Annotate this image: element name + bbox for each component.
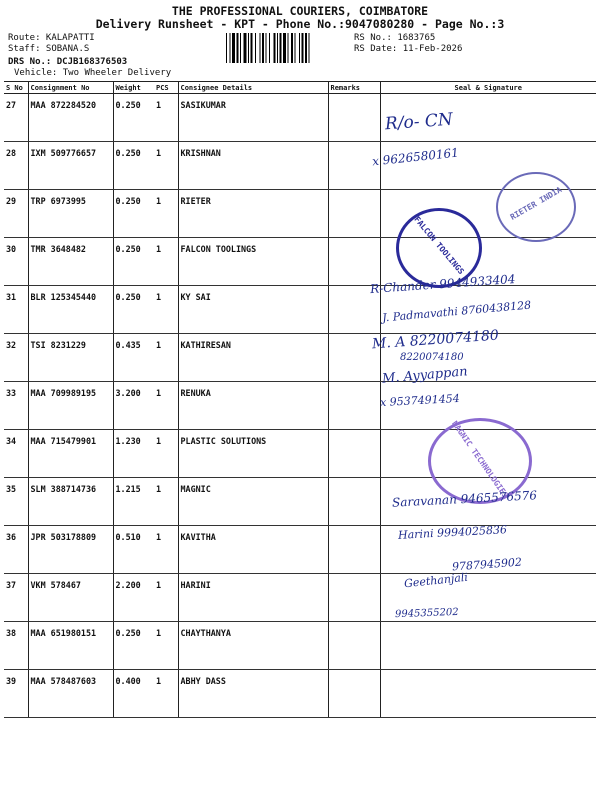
table-row [4,94,596,142]
barcode-bar [277,33,278,63]
rs-date: RS Date: 11-Feb-2026 [354,44,463,54]
col-weight: Weight [113,82,154,94]
consignee-name: SASIKUMAR [178,94,328,142]
runsheet-subtitle: Delivery Runsheet - KPT - Phone No.:9047080280 - Page No.:3 [95,17,505,31]
barcode-bar [266,33,267,63]
pcs-value: 1 [154,526,178,574]
sig-31: R-Chander 9944933404 [369,271,516,297]
barcode-bar [262,33,264,63]
barcode-bar [248,33,249,63]
pcs-value: 1 [154,94,178,142]
col-seal-signature: Seal & Signature [380,82,596,94]
serial-number: 38 [4,622,28,670]
barcode-bar [255,33,256,63]
barcode-bar [232,33,235,63]
pcs-value: 1 [154,478,178,526]
table-row [4,670,596,718]
barcode-bar [309,33,310,63]
remarks-cell [328,94,380,142]
barcode-bar [251,33,253,63]
serial-number: 33 [4,382,28,430]
serial-number: 28 [4,142,28,190]
consignee-name: CHAYTHANYA [178,622,328,670]
pcs-value: 1 [154,574,178,622]
consignment-number: IXM 509776657 [28,142,113,190]
pcs-value: 1 [154,430,178,478]
serial-number: 27 [4,94,28,142]
col-consignment: Consignment No [28,82,113,94]
route-label: Route: KALAPATTI [8,33,95,43]
remarks-cell [328,382,380,430]
remarks-cell [328,238,380,286]
serial-number: 37 [4,574,28,622]
serial-number: 31 [4,286,28,334]
consignee-name: PLASTIC SOLUTIONS [178,430,328,478]
weight-value: 1.230 [113,430,154,478]
consignee-name: HARINI [178,574,328,622]
col-consignee: Consignee Details [178,82,328,94]
col-sno: S No [4,82,28,94]
barcode-bar [269,33,270,63]
consignment-number: MAA 578487603 [28,670,113,718]
sig-33b: M. Ayyappan [381,364,469,387]
consignee-name: KRISHNAN [178,142,328,190]
sig-32a: J. Padmavathi 8760438128 [381,298,532,325]
consignment-number: VKM 578467 [28,574,113,622]
seal-signature-cell [380,670,596,718]
barcode-bar [280,33,282,63]
sig-39: 9945355202 [394,606,459,621]
sig-28: x 9626580161 [371,145,460,169]
pcs-value: 1 [154,670,178,718]
weight-value: 0.435 [113,334,154,382]
table-row [4,574,596,622]
barcode-bar [260,33,261,63]
sig-36: Saravanan 9465576576 [391,488,538,510]
stamp-falcon-text: FALCON TOOLINGS [412,214,466,277]
consignment-number: JPR 503178809 [28,526,113,574]
consignee-name: ABHY DASS [178,670,328,718]
consignee-name: KY SAI [178,286,328,334]
weight-value: 0.250 [113,286,154,334]
weight-value: 2.200 [113,574,154,622]
remarks-cell [328,190,380,238]
remarks-cell [328,478,380,526]
serial-number: 36 [4,526,28,574]
table-row [4,622,596,670]
sig-27: R/o- CN [384,109,454,135]
pcs-value: 1 [154,142,178,190]
remarks-cell [328,622,380,670]
consignment-number: MAA 709989195 [28,382,113,430]
col-pcs: PCS [154,82,178,94]
barcode-bar [305,33,307,63]
company-title: THE PROFESSIONAL COURIERS, COIMBATORE [171,4,429,18]
pcs-value: 1 [154,190,178,238]
remarks-cell [328,670,380,718]
sig-37: Harini 9994025836 [397,523,508,542]
consignment-number: TRP 6973995 [28,190,113,238]
rs-number: RS No.: 1683765 [354,33,436,43]
stamp-magnic-text: MAGNIC TECHNOLOGIES [450,419,510,500]
consignee-name: RENUKA [178,382,328,430]
table-row [4,382,596,430]
barcode-bar [288,33,289,63]
barcode-bar [237,33,239,63]
consignee-name: MAGNIC [178,478,328,526]
barcode-bar [244,33,247,63]
consignment-number: TSI 8231229 [28,334,113,382]
sig-38: 9787945902 [451,555,523,574]
serial-number: 35 [4,478,28,526]
staff-label: Staff: SOBANA.S [8,44,90,54]
weight-value: 0.250 [113,622,154,670]
weight-value: 0.510 [113,526,154,574]
weight-value: 1.215 [113,478,154,526]
pcs-value: 1 [154,238,178,286]
vehicle-label: Vehicle: Two Wheeler Delivery [14,68,172,78]
drs-number: DRS No.: DCJB168376503 [8,57,128,67]
weight-value: 0.400 [113,670,154,718]
pcs-value: 1 [154,286,178,334]
col-remarks: Remarks [328,82,380,94]
weight-value: 0.250 [113,238,154,286]
weight-value: 0.250 [113,142,154,190]
serial-number: 30 [4,238,28,286]
barcode-bar [226,33,227,63]
serial-number: 29 [4,190,28,238]
consignment-number: TMR 3648482 [28,238,113,286]
consignee-name: FALCON TOOLINGS [178,238,328,286]
consignee-name: KATHIRESAN [178,334,328,382]
barcode-bar [283,33,286,63]
consignee-name: RIETER [178,190,328,238]
consignment-number: MAA 872284520 [28,94,113,142]
pcs-value: 1 [154,382,178,430]
consignee-name: KAVITHA [178,526,328,574]
sig-33a: 8220074180 [400,352,464,363]
consignment-number: SLM 388714736 [28,478,113,526]
pcs-value: 1 [154,622,178,670]
sig-38b: Geethanjali [403,570,469,591]
barcode-bar [291,33,293,63]
table-row [4,334,596,382]
barcode-bar [302,33,304,63]
weight-value: 0.250 [113,190,154,238]
consignment-number: BLR 125345440 [28,286,113,334]
serial-number: 34 [4,430,28,478]
remarks-cell [328,430,380,478]
barcode-bar [240,33,241,63]
sig-32b: M. A 8220074180 [371,327,500,353]
barcode-bar [274,33,276,63]
table-header-row [4,82,596,94]
stamp-rieter [496,172,576,242]
remarks-cell [328,526,380,574]
pcs-value: 1 [154,334,178,382]
stamp-rieter-text: RIETER INDIA [508,185,564,222]
seal-signature-cell [380,622,596,670]
barcode-bar [299,33,300,63]
consignment-number: MAA 715479901 [28,430,113,478]
remarks-cell [328,574,380,622]
consignment-number: MAA 651980151 [28,622,113,670]
serial-number: 32 [4,334,28,382]
weight-value: 3.200 [113,382,154,430]
serial-number: 39 [4,670,28,718]
barcode-bar [230,33,231,63]
barcode-image [226,33,346,63]
runsheet-table [4,81,596,718]
sig-34: x 9537491454 [379,391,460,410]
weight-value: 0.250 [113,94,154,142]
barcode-bar [295,33,296,63]
